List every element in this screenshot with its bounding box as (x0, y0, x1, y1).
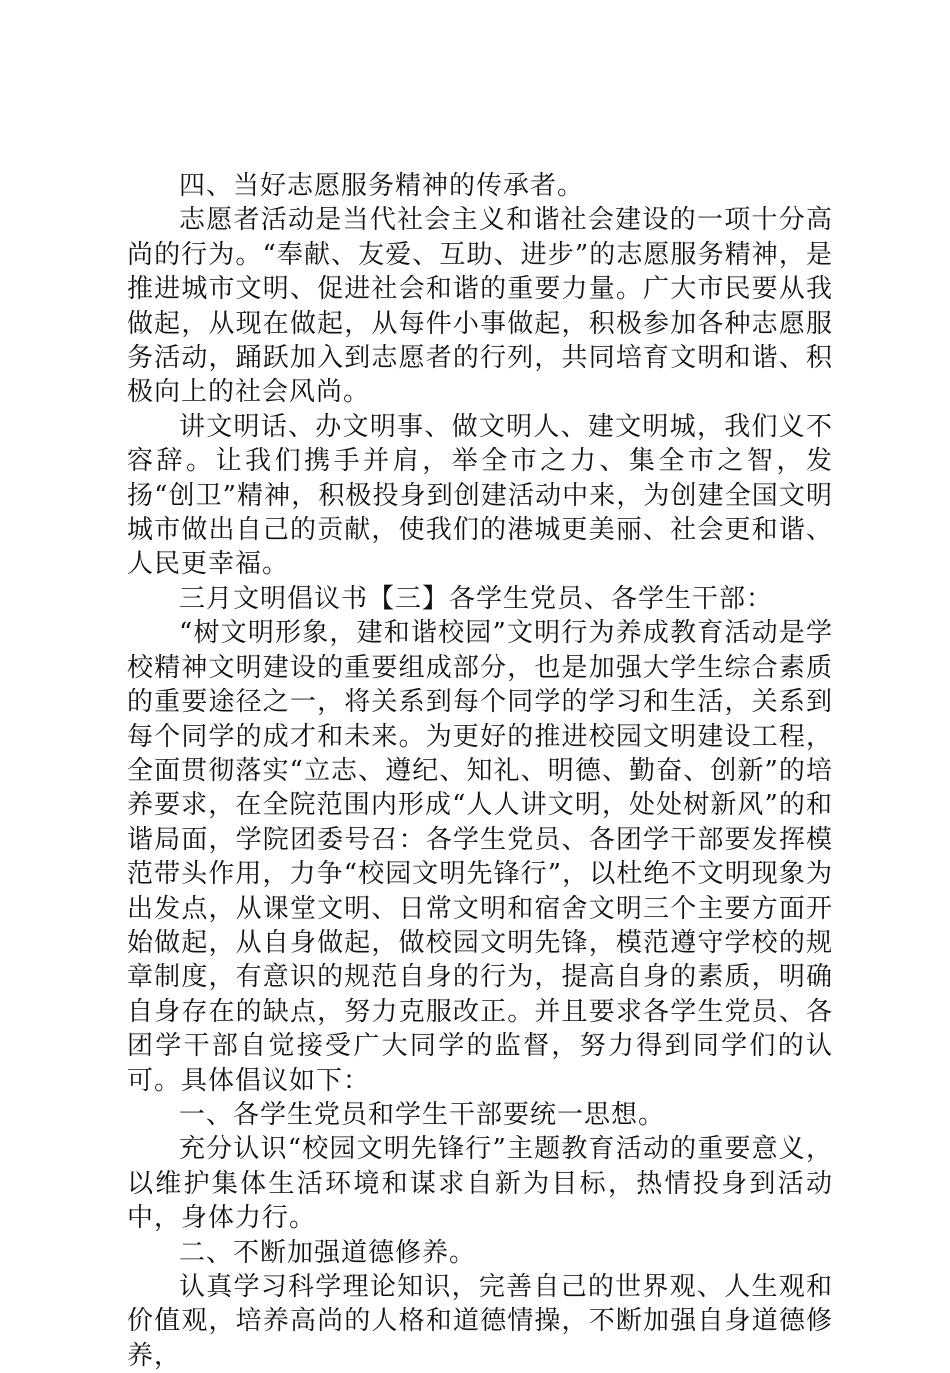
paragraph-point-one-heading: 一、各学生党员和学生干部要统一思想。 (179, 1099, 666, 1130)
paragraph-point-one-body: 充分认识“校园文明先锋行”主题教育活动的重要意义，以维护集体生活环境和谋求自新为目标，热情投身到活动中，身体力行。 (127, 1134, 833, 1234)
paragraph-civilized-city-call: 讲文明话、办文明事、做文明人、建文明城，我们义不容辞。让我们携手并肩，举全市之力、集全市之智，发扬“创卫”精神，积极投身到创建活动中来，为创建全国文明城市做出自己的贡献，使我们的港城更美丽、社会更和谐、人民更幸福。 (127, 411, 833, 580)
paragraph-campus-civilization: “树文明形象，建和谐校园”文明行为养成教育活动是学校精神文明建设的重要组成部分，也是加强大学生综合素质的重要途径之一，将关系到每个同学的学习和生活，关系到每个同学的成才和未来。为更好的推进校园文明建设工程，全面贯彻落实“立志、遵纪、知礼、明德、勤奋、创新”的培养要求，在全院范围内形成“人人讲文明，处处树新风”的和谐局面，学院团委号召：各学生党员、各团学干部要发挥模范带头作用，力争“校园文明先锋行”，以杜绝不文明现象为出发点，从课堂文明、日常文明和宿舍文明三个主要方面开始做起，从自身做起，做校园文明先锋，模范遵守学校的规章制度，有意识的规范自身的行为，提高自身的素质，明确自身存在的缺点，努力克服改正。并且要求各学生党员、各团学干部自觉接受广大同学的监督，努力得到同学们的认可。具体倡议如下： (127, 618, 833, 1096)
document-body (127, 169, 833, 1373)
paragraph-volunteer-activity: 志愿者活动是当代社会主义和谐社会建设的一项十分高尚的行为。“奉献、友爱、互助、进步”的志愿服务精神，是推进城市文明、促进社会和谐的重要力量。广大市民要从我做起，从现在做起，从每件小事做起，积极参加各种志愿服务活动，踊跃加入到志愿者的行列，共同培育文明和谐、积极向上的社会风尚。 (127, 205, 833, 408)
paragraph-proposal-three-heading: 三月文明倡议书【三】各学生党员、各学生干部： (179, 583, 774, 614)
paragraph-section-four-heading: 四、当好志愿服务精神的传承者。 (179, 171, 585, 201)
paragraph-point-two-body: 认真学习科学理论知识，完善自己的世界观、人生观和价值观，培养高尚的人格和道德情操，不断加强自身道德修养， (127, 1272, 833, 1371)
paragraph-point-two-heading: 二、不断加强道德修养。 (179, 1237, 477, 1268)
